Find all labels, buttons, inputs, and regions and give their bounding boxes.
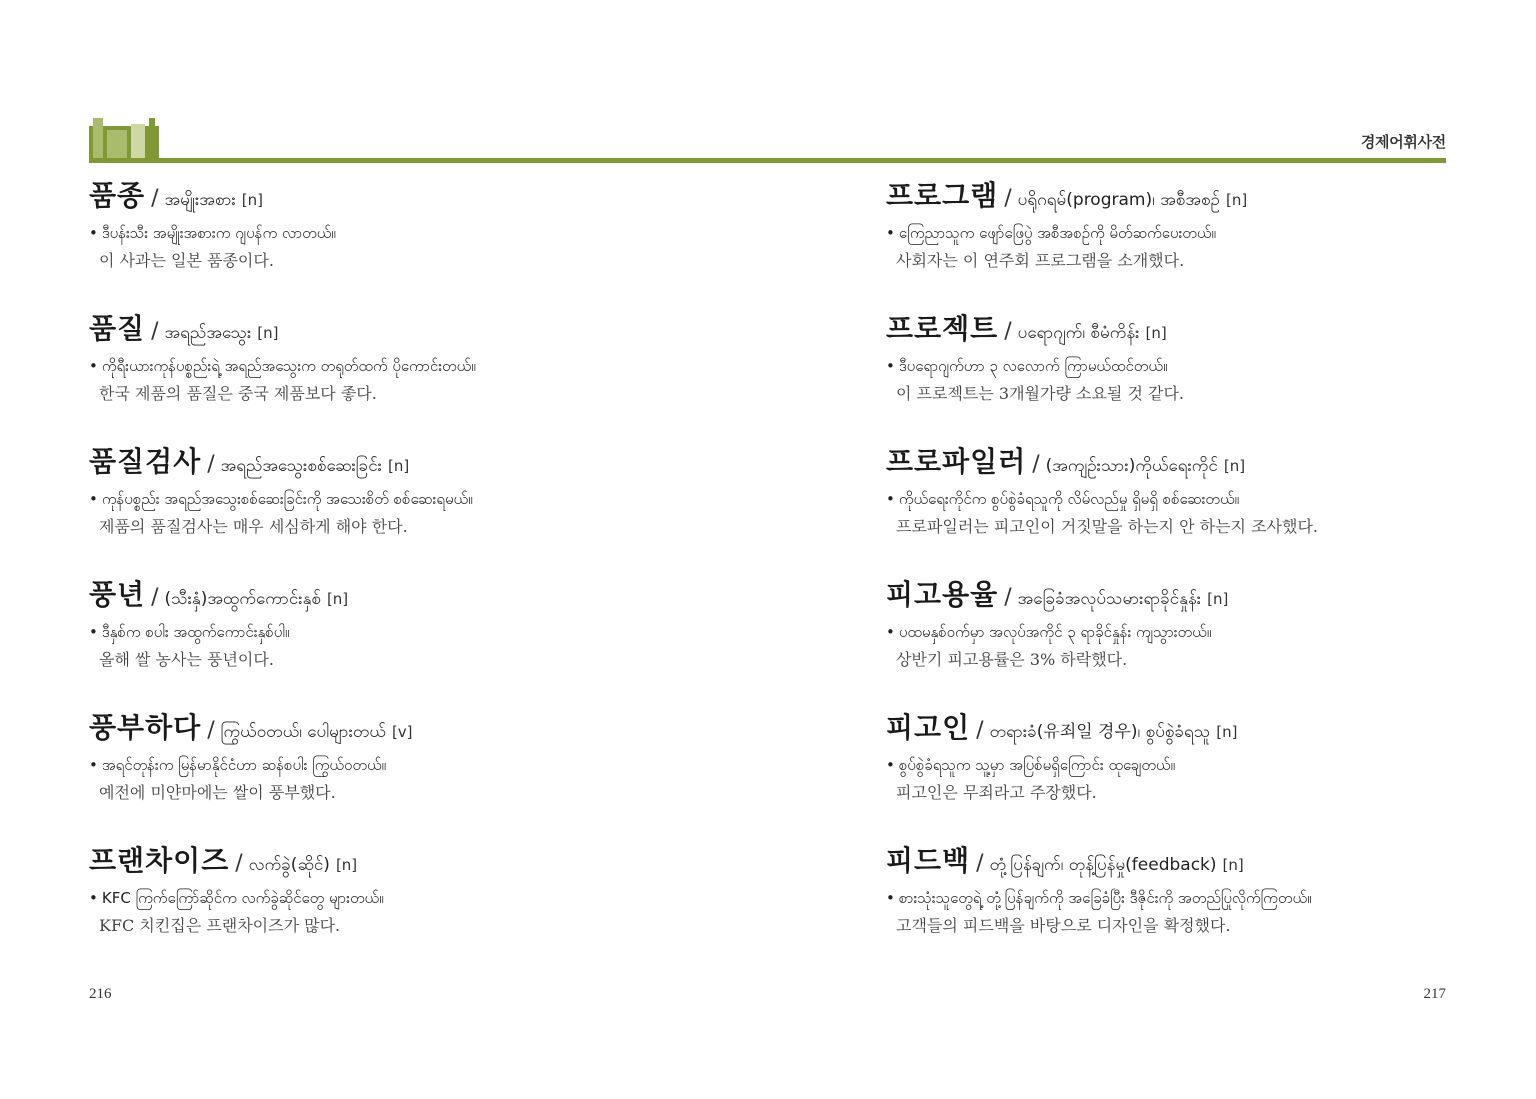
example-burmese — [89, 488, 729, 510]
example-burmese — [89, 222, 729, 244]
separator-slash: / — [207, 452, 215, 477]
example-burmese — [886, 887, 1446, 909]
burmese-gloss: (သီးနှံ)အထွက်ကောင်းနှစ် — [164, 589, 321, 609]
example-burmese — [886, 488, 1446, 510]
bullet-icon: • — [886, 623, 895, 641]
page-number-left: 216 — [89, 986, 112, 1002]
example-burmese-text: ကုန်ပစ္စည်း အရည်အသွေးစစ်ဆေးခြင်းကို အသေးစိတ် စစ်ဆေးရမယ်။ — [101, 490, 473, 508]
example-korean: 한국 제품의 품질은 중국 제품보다 좋다. — [99, 384, 377, 403]
example-korean: 예전에 미얀마에는 쌀이 풍부했다. — [99, 783, 336, 802]
header-rule — [89, 158, 1446, 163]
example-burmese-text: ကိုယ်ရေးကိုင်က စွပ်စွဲခံရသူကို လိမ်လည်မှု ရှိမရှိ စစ်ဆေးတယ်။ — [898, 490, 1240, 508]
headword: 프로젝트 — [886, 312, 999, 345]
part-of-speech: [v] — [391, 723, 413, 741]
entry-headline — [886, 710, 1446, 746]
dictionary-entry — [886, 577, 1446, 710]
part-of-speech: [n] — [1223, 457, 1246, 475]
header-decoration — [89, 118, 159, 159]
headword: 풍년 — [89, 578, 146, 611]
example-burmese — [886, 621, 1446, 643]
dictionary-entry — [89, 577, 729, 710]
dictionary-entry — [89, 710, 729, 843]
separator-slash: / — [1004, 585, 1012, 610]
burmese-gloss: အခြေခံအလုပ်သမားရာခိုင်နှုန်း — [1017, 589, 1202, 609]
left-page-column — [89, 178, 729, 976]
example-korean: 피고인은 무죄라고 주장했다. — [896, 783, 1097, 802]
burmese-gloss: ကြွယ်ဝတယ်၊ ပေါများတယ် — [220, 722, 386, 742]
part-of-speech: [n] — [241, 191, 263, 209]
part-of-speech: [n] — [257, 324, 279, 342]
example-korean: 이 사과는 일본 품종이다. — [99, 251, 274, 270]
entry-headline — [89, 577, 729, 613]
example-korean: 올해 쌀 농사는 풍년이다. — [99, 650, 274, 669]
entry-headline — [886, 444, 1446, 480]
separator-slash: / — [976, 851, 984, 876]
dictionary-entry — [89, 178, 729, 311]
headword: 품질 — [89, 312, 146, 345]
part-of-speech: [n] — [1145, 324, 1167, 342]
entry-headline — [89, 444, 729, 480]
dictionary-entry — [89, 843, 729, 976]
burmese-gloss: တုံ့ပြန်ချက်၊ တုန့်ပြန်မှု(feedback) — [989, 855, 1217, 875]
burmese-gloss: ပရိုဂရမ်(program)၊ အစီအစဉ် — [1017, 190, 1220, 210]
headword: 피고용율 — [886, 578, 999, 611]
part-of-speech: [n] — [1216, 723, 1238, 741]
dictionary-entry — [89, 311, 729, 444]
part-of-speech: [n] — [1222, 856, 1244, 874]
bullet-icon: • — [89, 889, 98, 907]
dictionary-entry — [886, 843, 1446, 976]
entry-headline — [886, 843, 1446, 879]
part-of-speech: [n] — [387, 457, 410, 475]
example-burmese — [89, 887, 729, 909]
entry-headline — [886, 178, 1446, 214]
burmese-gloss: လက်ခွဲ(ဆိုင်) — [248, 855, 330, 875]
dictionary-entry — [886, 710, 1446, 843]
bullet-icon: • — [89, 224, 98, 242]
entry-headline — [886, 577, 1446, 613]
dictionary-entry — [886, 311, 1446, 444]
burmese-gloss: (အကျဉ်းသား)ကိုယ်ရေးကိုင် — [1045, 456, 1218, 476]
example-korean: 사회자는 이 연주회 프로그램을 소개했다. — [896, 251, 1185, 270]
burmese-gloss: အမျိုးအစား — [164, 190, 236, 210]
separator-slash: / — [1004, 186, 1012, 211]
separator-slash: / — [235, 851, 243, 876]
headword: 피드백 — [886, 844, 971, 877]
separator-slash: / — [1004, 319, 1012, 344]
burmese-gloss: ပရောဂျက်၊ စီမံကိန်း — [1017, 323, 1140, 343]
entry-headline — [89, 311, 729, 347]
burmese-gloss: တရားခံ(유죄일 경우)၊ စွပ်စွဲခံရသူ — [989, 722, 1211, 742]
bullet-icon: • — [886, 490, 895, 508]
example-korean: 제품의 품질검사는 매우 세심하게 해야 한다. — [99, 517, 408, 536]
bullet-icon: • — [886, 889, 895, 907]
dictionary-entry — [89, 444, 729, 577]
entry-headline — [89, 178, 729, 214]
example-burmese — [886, 222, 1446, 244]
part-of-speech: [n] — [1207, 590, 1229, 608]
example-korean: 이 프로젝트는 3개월가량 소요될 것 같다. — [896, 384, 1184, 403]
bullet-icon: • — [886, 357, 895, 375]
example-burmese-text: ကြေညာသူက ဖျော်ဖြေပွဲ အစီအစဉ်ကို မိတ်ဆက်ပေးတယ်။ — [898, 224, 1216, 242]
example-burmese-text: KFC ကြက်ကြော်ဆိုင်က လက်ခွဲဆိုင်တွေ များတယ်။ — [101, 889, 384, 907]
entry-headline — [89, 710, 729, 746]
bullet-icon: • — [89, 490, 98, 508]
separator-slash: / — [207, 718, 215, 743]
separator-slash: / — [151, 585, 159, 610]
example-korean: 고객들의 피드백을 바탕으로 디자인을 확정했다. — [896, 916, 1231, 935]
dictionary-entry — [886, 444, 1446, 577]
headword: 품질검사 — [89, 445, 202, 478]
example-korean: KFC 치킨집은 프랜차이즈가 많다. — [99, 916, 341, 935]
bullet-icon: • — [89, 357, 98, 375]
headword: 프랜차이즈 — [89, 844, 230, 877]
right-page-column — [886, 178, 1446, 976]
example-burmese-text: အရင်တုန်းက မြန်မာနိုင်ငံဟာ ဆန်စပါး ကြွယ်ဝတယ်။ — [101, 756, 387, 774]
example-burmese-text: ပထမနှစ်ဝက်မှာ အလုပ်အကိုင် ၃ ရာခိုင်နှုန်း ကျသွားတယ်။ — [898, 623, 1212, 641]
entry-headline — [886, 311, 1446, 347]
headword: 피고인 — [886, 711, 971, 744]
example-burmese — [886, 355, 1446, 377]
bullet-icon: • — [886, 224, 895, 242]
headword: 프로그램 — [886, 179, 999, 212]
separator-slash: / — [151, 186, 159, 211]
headword: 프로파일러 — [886, 445, 1027, 478]
example-burmese-text: ဒီပန်းသီး အမျိုးအစားက ဂျပန်က လာတယ်။ — [101, 224, 336, 242]
example-korean: 상반기 피고용률은 3% 하락했다. — [896, 650, 1128, 669]
example-korean: 프로파일러는 피고인이 거짓말을 하는지 안 하는지 조사했다. — [896, 517, 1319, 536]
headword: 품종 — [89, 179, 146, 212]
burmese-gloss: အရည်အသွေး — [164, 323, 252, 343]
example-burmese-text: စားသုံးသူတွေရဲ့ တုံ့ပြန်ချက်ကို အခြေခံပြီး ဒီဇိုင်းကို အတည်ပြုလိုက်ကြတယ်။ — [898, 889, 1312, 907]
part-of-speech: [n] — [326, 590, 349, 608]
example-burmese — [89, 754, 729, 776]
separator-slash: / — [1032, 452, 1040, 477]
bullet-icon: • — [89, 756, 98, 774]
bullet-icon: • — [886, 756, 895, 774]
example-burmese-text: ကိုရီးယားကုန်ပစ္စည်းရဲ့ အရည်အသွေးက တရုတ်ထက် ပိုကောင်းတယ်။ — [101, 357, 476, 375]
running-title: 경제어휘사전 — [1360, 133, 1446, 151]
example-burmese — [89, 621, 729, 643]
burmese-gloss: အရည်အသွေးစစ်ဆေးခြင်း — [220, 456, 382, 476]
page-number-right: 217 — [1423, 986, 1446, 1002]
part-of-speech: [n] — [335, 856, 358, 874]
headword: 풍부하다 — [89, 711, 202, 744]
entry-headline — [89, 843, 729, 879]
separator-slash: / — [151, 319, 159, 344]
dictionary-entry — [886, 178, 1446, 311]
example-burmese-text: စွပ်စွဲခံရသူက သူ့မှာ အပြစ်မရှိကြောင်း ထုချေတယ်။ — [898, 756, 1176, 774]
separator-slash: / — [976, 718, 984, 743]
example-burmese-text: ဒီနှစ်က စပါး အထွက်ကောင်းနှစ်ပါ။ — [101, 623, 290, 641]
example-burmese-text: ဒီပရောဂျက်ဟာ ၃ လလောက် ကြာမယ်ထင်တယ်။ — [898, 357, 1168, 375]
bullet-icon: • — [89, 623, 98, 641]
part-of-speech: [n] — [1225, 191, 1248, 209]
example-burmese — [886, 754, 1446, 776]
example-burmese — [89, 355, 729, 377]
